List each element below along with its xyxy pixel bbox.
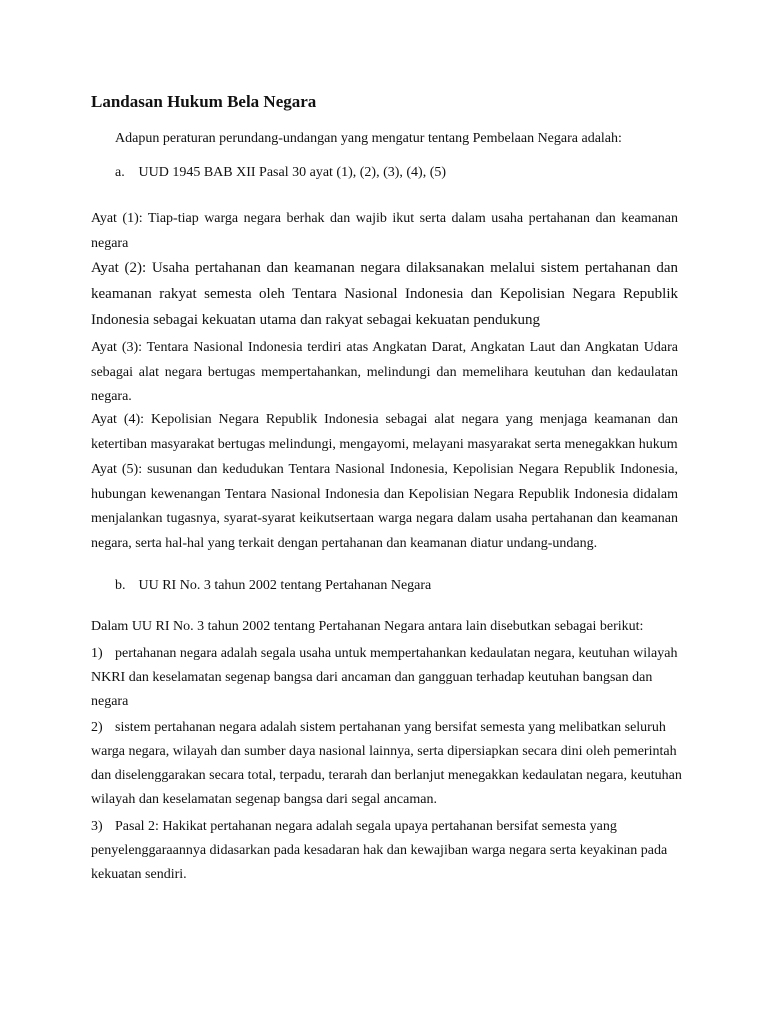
ayat-1-paragraph: Ayat (1): Tiap-tiap warga negara berhak dan wajib ikut serta dalam usaha pertahanan dan keamanan negara bbox=[91, 211, 678, 251]
point-1-text: pertahanan negara adalah segala usaha untuk mempertahankan kedaulatan negara, keutuhan wilayah NKRI dan keselamatan segenap bangsa dari ancaman dan gangguan terhadap keutuhan bangsan dan negara bbox=[91, 646, 678, 709]
section-a-marker: a. bbox=[115, 165, 125, 180]
ayat-2-paragraph: Ayat (2): Usaha pertahanan dan keamanan negara dilaksanakan melalui sistem pertahanan dan keamanan rakyat semesta oleh Tentara Nasional Indonesia dan Kepolisian Negara Republik Indonesia sebagai kekuatan utama dan rakyat sebagai kekuatan pendukung bbox=[91, 260, 678, 328]
intro-paragraph: Adapun peraturan perundang-undangan yang mengatur tentang Pembelaan Negara adalah: bbox=[115, 131, 622, 146]
section-b-text: UU RI No. 3 tahun 2002 tentang Pertahanan Negara bbox=[138, 578, 432, 593]
point-1 bbox=[91, 642, 691, 714]
point-2-marker: 2) bbox=[91, 720, 103, 735]
point-1-marker: 1) bbox=[91, 646, 103, 661]
uu-intro-paragraph: Dalam UU RI No. 3 tahun 2002 tentang Pertahanan Negara antara lain disebutkan sebagai berikut: bbox=[91, 619, 644, 634]
ayat-4-paragraph: Ayat (4): Kepolisian Negara Republik Indonesia sebagai alat negara yang menjaga keamanan dan ketertiban masyarakat bertugas melindungi, mengayomi, melayani masyarakat serta menegakkan hukum bbox=[91, 412, 678, 452]
point-3 bbox=[91, 815, 691, 887]
point-2-text: sistem pertahanan negara adalah sistem pertahanan yang bersifat semesta yang melibatkan seluruh warga negara, wilayah dan sumber daya nasional lainnya, serta dipersiapkan secara dini oleh pemerintah dan diselenggarakan secara total, terpadu, terarah dan berlanjut menegakkan kedaulatan negara, keutuhan wilayah dan keselamatan segenap bangsa dari segal ancaman. bbox=[91, 720, 682, 807]
section-a-text: UUD 1945 BAB XII Pasal 30 ayat (1), (2), (3), (4), (5) bbox=[138, 165, 447, 180]
point-3-marker: 3) bbox=[91, 819, 103, 834]
point-2 bbox=[91, 716, 691, 812]
section-b-heading bbox=[115, 578, 431, 594]
document-title: Landasan Hukum Bela Negara bbox=[91, 92, 317, 111]
ayat-3-paragraph: Ayat (3): Tentara Nasional Indonesia terdiri atas Angkatan Darat, Angkatan Laut dan Angkatan Udara sebagai alat negara bertugas mempertahankan, melindungi dan memelihara keutuhan dan kedaulatan negara. bbox=[91, 340, 678, 404]
section-b-marker: b. bbox=[115, 578, 126, 593]
point-3-text: Pasal 2: Hakikat pertahanan negara adalah segala upaya pertahanan bersifat semesta yang penyelenggaraannya didasarkan pada kesadaran hak dan kewajiban warga negara serta keyakinan pada kekuatan sendiri. bbox=[91, 819, 668, 882]
ayat-5-paragraph: Ayat (5): susunan dan kedudukan Tentara Nasional Indonesia, Kepolisian Negara Republik Indonesia, hubungan kewenangan Tentara Nasional Indonesia dan Kepolisian Negara Republik Indonesia didalam menjalankan tugasnya, syarat-syarat keikutsertaan warga negara dalam usaha pertahanan dan keamanan negara, serta hal-hal yang terkait dengan pertahanan dan keamanan diatur undang-undang. bbox=[91, 462, 678, 551]
section-a-heading bbox=[115, 165, 446, 181]
